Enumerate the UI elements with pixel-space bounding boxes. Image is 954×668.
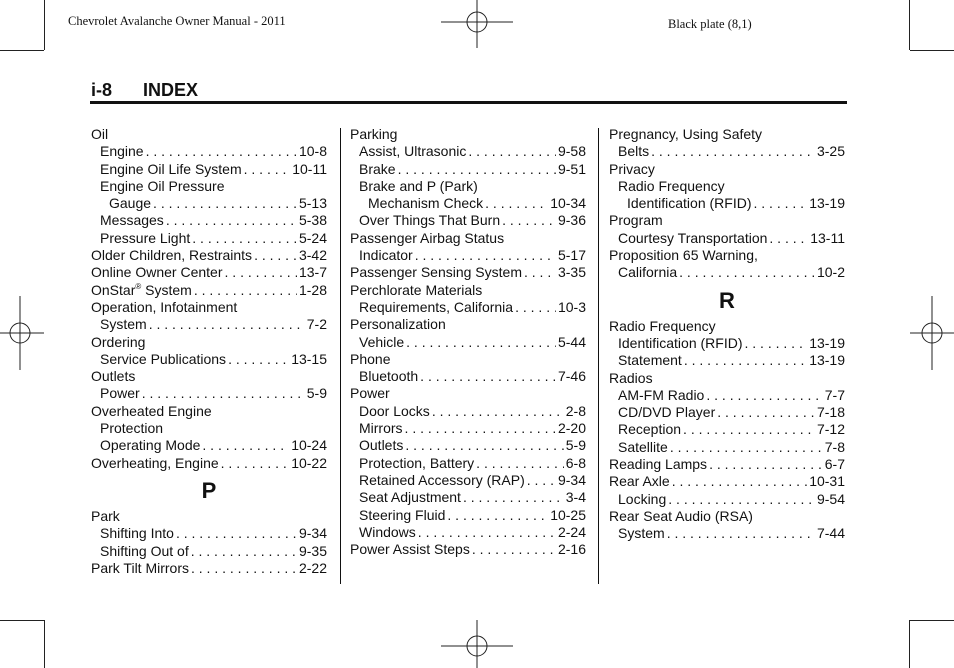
page-reference: 5-44 bbox=[557, 333, 586, 350]
index-heading bbox=[609, 370, 845, 387]
index-term: Pregnancy, Using Safety bbox=[609, 126, 763, 142]
index-term bbox=[91, 282, 192, 299]
crop-mark bbox=[0, 620, 44, 621]
page-reference: 9-34 bbox=[557, 471, 586, 488]
index-entry bbox=[609, 195, 845, 212]
page-reference: 1-28 bbox=[298, 281, 327, 298]
index-term: Vehicle bbox=[359, 333, 405, 350]
dot-leader bbox=[476, 455, 564, 472]
index-term: Power bbox=[100, 385, 140, 402]
index-term: Protection, Battery bbox=[359, 454, 475, 471]
crop-mark bbox=[910, 620, 954, 621]
index-heading bbox=[91, 368, 327, 385]
dot-leader bbox=[406, 334, 556, 351]
index-term: Radios bbox=[609, 369, 653, 386]
index-entry bbox=[91, 455, 327, 472]
index-entry bbox=[350, 420, 586, 437]
dot-leader bbox=[447, 507, 548, 524]
index-term: Operation, Infotainment bbox=[91, 298, 238, 315]
index-term: Engine Oil Pressure bbox=[100, 177, 225, 194]
dot-leader bbox=[672, 473, 807, 490]
dot-leader bbox=[668, 491, 815, 508]
index-entry bbox=[350, 195, 586, 212]
dot-leader bbox=[149, 316, 305, 333]
index-term: Statement bbox=[618, 352, 682, 369]
index-term: Passenger Airbag Status bbox=[350, 229, 505, 246]
dot-leader bbox=[420, 368, 556, 385]
page-reference: 3-42 bbox=[298, 247, 327, 264]
dot-leader bbox=[191, 560, 297, 577]
index-heading bbox=[609, 126, 845, 143]
dot-leader bbox=[202, 437, 289, 454]
dot-leader bbox=[153, 195, 297, 212]
page-reference: 6-7 bbox=[824, 456, 845, 473]
index-heading bbox=[609, 508, 845, 525]
index-term: Rear Seat Audio (RSA) bbox=[609, 507, 753, 524]
page-reference: 5-24 bbox=[298, 229, 327, 246]
index-entry bbox=[91, 212, 327, 229]
dot-leader bbox=[463, 489, 564, 506]
page-reference: 7-18 bbox=[816, 404, 845, 421]
index-heading bbox=[609, 161, 845, 178]
index-heading bbox=[91, 403, 327, 420]
index-entry bbox=[91, 230, 327, 247]
index-term: Identification (RFID) bbox=[627, 195, 752, 212]
page-reference: 10-31 bbox=[809, 473, 845, 490]
dot-leader bbox=[683, 421, 815, 438]
index-entry bbox=[91, 161, 327, 178]
index-entry bbox=[350, 403, 586, 420]
index-term: Brake bbox=[359, 160, 396, 177]
index-entry bbox=[91, 282, 327, 299]
page-reference: 7-8 bbox=[824, 438, 845, 455]
page-reference: 2-22 bbox=[298, 559, 327, 576]
index-term: System bbox=[618, 525, 665, 542]
index-entry bbox=[91, 437, 327, 454]
dot-leader bbox=[221, 455, 290, 472]
dot-leader bbox=[191, 543, 297, 560]
index-heading bbox=[350, 316, 586, 333]
index-term: Retained Accessory (RAP) bbox=[359, 471, 525, 488]
index-term: Outlets bbox=[359, 437, 404, 454]
dot-leader bbox=[670, 439, 823, 456]
index-term: Reading Lamps bbox=[609, 456, 708, 473]
page-reference: 13-19 bbox=[809, 352, 845, 369]
index-term: Locking bbox=[618, 490, 667, 507]
index-heading bbox=[609, 212, 845, 229]
dot-leader bbox=[228, 351, 289, 368]
dot-leader bbox=[432, 403, 564, 420]
index-term: Power Assist Steps bbox=[350, 541, 470, 558]
dot-leader bbox=[524, 264, 556, 281]
registration-mark-top bbox=[441, 0, 513, 48]
index-entry bbox=[350, 212, 586, 229]
index-heading bbox=[609, 318, 845, 335]
dot-leader bbox=[468, 143, 556, 160]
index-entry bbox=[350, 368, 586, 385]
index-entry bbox=[609, 491, 845, 508]
page-reference: 9-35 bbox=[298, 542, 327, 559]
index-term: Pressure Light bbox=[100, 229, 191, 246]
index-term: Courtesy Transportation bbox=[618, 229, 768, 246]
index-heading bbox=[609, 247, 845, 264]
page-reference: 9-34 bbox=[298, 525, 327, 542]
index-term: Belts bbox=[618, 143, 650, 160]
index-term: Assist, Ultrasonic bbox=[359, 143, 467, 160]
page-reference: 7-2 bbox=[306, 316, 327, 333]
dot-leader bbox=[706, 387, 822, 404]
dot-leader bbox=[254, 247, 297, 264]
page-reference: 13-11 bbox=[810, 229, 845, 246]
index-term: Steering Fluid bbox=[359, 506, 446, 523]
dot-leader bbox=[527, 472, 556, 489]
index-term: Radio Frequency bbox=[609, 317, 716, 334]
page-reference: 9-58 bbox=[557, 143, 586, 160]
index-entry bbox=[91, 543, 327, 560]
crop-mark bbox=[909, 620, 910, 668]
page-reference: 5-13 bbox=[298, 195, 327, 212]
index-entry bbox=[350, 161, 586, 178]
page-reference: 10-3 bbox=[557, 298, 586, 315]
index-entry bbox=[91, 560, 327, 577]
dot-leader bbox=[194, 282, 297, 299]
index-term: Indicator bbox=[359, 247, 413, 264]
index-term-text: OnStar bbox=[91, 281, 136, 298]
page-reference: 9-54 bbox=[816, 490, 845, 507]
crop-mark bbox=[44, 0, 45, 50]
index-entry bbox=[609, 230, 845, 247]
page-reference: 7-12 bbox=[816, 421, 845, 438]
index-entry bbox=[350, 299, 586, 316]
dot-leader bbox=[418, 524, 556, 541]
dot-leader bbox=[769, 230, 808, 247]
index-entry bbox=[91, 316, 327, 333]
dot-leader bbox=[405, 420, 556, 437]
index-term: Passenger Sensing System bbox=[350, 264, 522, 281]
index-heading bbox=[350, 178, 586, 195]
index-entry bbox=[609, 387, 845, 404]
page-reference: 10-2 bbox=[816, 264, 845, 281]
index-term: Engine Oil Life System bbox=[100, 160, 242, 177]
index-term: Personalization bbox=[350, 316, 446, 333]
index-section-letter: P bbox=[201, 477, 217, 503]
page-reference: 6-8 bbox=[565, 454, 586, 471]
page-reference: 5-38 bbox=[298, 212, 327, 229]
page-reference: 13-15 bbox=[291, 350, 327, 367]
index-term: Older Children, Restraints bbox=[91, 247, 253, 264]
page-reference: 5-9 bbox=[306, 385, 327, 402]
dot-leader bbox=[405, 437, 563, 454]
index-term: Door Locks bbox=[359, 402, 430, 419]
page-reference: 13-7 bbox=[298, 264, 327, 281]
index-entry bbox=[609, 456, 845, 473]
page-reference: 3-35 bbox=[557, 264, 586, 281]
index-entry bbox=[350, 489, 586, 506]
index-entry bbox=[609, 404, 845, 421]
index-term: Overheating, Engine bbox=[91, 454, 219, 471]
dot-leader bbox=[651, 143, 815, 160]
index-entry bbox=[350, 143, 586, 160]
dot-leader bbox=[717, 404, 815, 421]
page-reference: 5-17 bbox=[557, 247, 586, 264]
page-reference: 7-7 bbox=[824, 386, 845, 403]
index-term: Reception bbox=[618, 421, 682, 438]
dot-leader bbox=[679, 264, 815, 281]
index-entry bbox=[350, 455, 586, 472]
index-entry bbox=[91, 195, 327, 212]
crop-mark bbox=[909, 0, 910, 50]
index-column-2 bbox=[350, 126, 586, 558]
dot-leader bbox=[502, 212, 556, 229]
crop-mark bbox=[44, 620, 45, 668]
registered-mark: ® bbox=[135, 281, 142, 291]
index-term: Proposition 65 Warning, bbox=[609, 247, 758, 264]
index-entry bbox=[350, 507, 586, 524]
index-heading bbox=[350, 230, 586, 247]
page-number: i-8 bbox=[91, 80, 113, 100]
index-term: Radio Frequency bbox=[618, 177, 725, 194]
index-term: Program bbox=[609, 212, 663, 229]
index-entry bbox=[91, 385, 327, 402]
page-reference: 13-19 bbox=[809, 195, 845, 212]
dot-leader bbox=[192, 230, 297, 247]
index-entry bbox=[91, 264, 327, 281]
dot-leader bbox=[244, 161, 291, 178]
index-heading bbox=[91, 420, 327, 437]
index-term: Operating Mode bbox=[100, 437, 201, 454]
header-rule bbox=[90, 101, 847, 104]
index-term: Gauge bbox=[109, 195, 152, 212]
index-term: Phone bbox=[350, 350, 391, 367]
index-term: Oil bbox=[91, 126, 109, 142]
index-term: Mirrors bbox=[359, 420, 403, 437]
index-term: Brake and P (Park) bbox=[359, 177, 478, 194]
page-reference: 2-16 bbox=[557, 541, 586, 558]
index-column-3 bbox=[609, 126, 845, 543]
page-reference: 7-46 bbox=[557, 368, 586, 385]
index-term: Privacy bbox=[609, 160, 655, 177]
page-reference: 2-8 bbox=[565, 402, 586, 419]
index-term: Online Owner Center bbox=[91, 264, 223, 281]
index-term: Windows bbox=[359, 523, 416, 540]
index-term: System bbox=[100, 316, 147, 333]
index-column-1 bbox=[91, 126, 327, 577]
index-heading bbox=[350, 126, 586, 143]
index-term: Seat Adjustment bbox=[359, 489, 461, 506]
index-heading bbox=[91, 126, 327, 143]
index-term-text: System bbox=[141, 281, 192, 298]
dot-leader bbox=[398, 161, 556, 178]
registration-mark-left bbox=[0, 296, 44, 370]
page-reference: 7-44 bbox=[816, 525, 845, 542]
dot-leader bbox=[142, 385, 305, 402]
crop-mark bbox=[910, 50, 954, 51]
index-term: Shifting Into bbox=[100, 525, 174, 542]
crop-mark bbox=[0, 50, 44, 51]
column-divider bbox=[598, 128, 599, 584]
page-reference: 5-9 bbox=[565, 437, 586, 454]
dot-leader bbox=[709, 456, 823, 473]
dot-leader bbox=[744, 335, 807, 352]
column-divider bbox=[340, 128, 341, 584]
index-entry bbox=[350, 247, 586, 264]
index-entry bbox=[609, 143, 845, 160]
dot-leader bbox=[415, 247, 556, 264]
index-term: Requirements, California bbox=[359, 298, 514, 315]
index-entry bbox=[609, 473, 845, 490]
page-reference: 10-34 bbox=[550, 195, 586, 212]
index-term: Parking bbox=[350, 126, 398, 142]
page-reference: 10-11 bbox=[292, 160, 327, 177]
index-term: Satellite bbox=[618, 438, 668, 455]
index-term: Rear Axle bbox=[609, 473, 670, 490]
index-heading bbox=[350, 351, 586, 368]
index-term: Park bbox=[91, 507, 120, 524]
index-term: AM-FM Radio bbox=[618, 386, 705, 403]
dot-leader bbox=[472, 541, 556, 558]
index-section-letter: R bbox=[719, 287, 735, 313]
index-term: Perchlorate Materials bbox=[350, 281, 483, 298]
plate-label: Black plate (8,1) bbox=[668, 17, 752, 31]
dot-leader bbox=[146, 143, 297, 160]
index-entry bbox=[609, 352, 845, 369]
index-entry bbox=[91, 247, 327, 264]
index-entry bbox=[350, 472, 586, 489]
index-heading bbox=[91, 178, 327, 195]
index-term: Messages bbox=[100, 212, 164, 229]
index-term: Over Things That Burn bbox=[359, 212, 501, 229]
index-term: Power bbox=[350, 385, 390, 402]
index-entry bbox=[350, 334, 586, 351]
index-entry bbox=[91, 351, 327, 368]
page-reference: 10-22 bbox=[291, 454, 327, 471]
page-reference: 10-25 bbox=[550, 506, 586, 523]
page-reference: 2-24 bbox=[557, 523, 586, 540]
dot-leader bbox=[485, 195, 548, 212]
dot-leader bbox=[176, 525, 297, 542]
index-entry bbox=[609, 525, 845, 542]
registration-mark-bottom bbox=[441, 620, 513, 668]
index-term: Ordering bbox=[91, 333, 146, 350]
index-term: Protection bbox=[100, 420, 164, 437]
index-entry bbox=[350, 437, 586, 454]
page-reference: 3-25 bbox=[816, 143, 845, 160]
index-entry bbox=[350, 264, 586, 281]
index-term: Overheated Engine bbox=[91, 402, 212, 419]
dot-leader bbox=[515, 299, 556, 316]
page-reference: 13-19 bbox=[809, 334, 845, 351]
index-term: Engine bbox=[100, 143, 144, 160]
index-term: California bbox=[618, 264, 678, 281]
index-entry bbox=[350, 541, 586, 558]
index-heading bbox=[91, 334, 327, 351]
index-term: Service Publications bbox=[100, 350, 227, 367]
page-title: INDEX bbox=[143, 80, 199, 100]
index-entry bbox=[91, 525, 327, 542]
dot-leader bbox=[667, 525, 815, 542]
index-term: Park Tilt Mirrors bbox=[91, 559, 189, 576]
index-heading bbox=[91, 508, 327, 525]
index-entry bbox=[609, 264, 845, 281]
page-reference: 3-4 bbox=[565, 489, 586, 506]
index-heading bbox=[91, 299, 327, 316]
page-reference: 10-8 bbox=[298, 143, 327, 160]
dot-leader bbox=[166, 212, 297, 229]
dot-leader bbox=[225, 264, 297, 281]
index-term: CD/DVD Player bbox=[618, 404, 716, 421]
page-reference: 9-51 bbox=[557, 160, 586, 177]
dot-leader bbox=[753, 195, 807, 212]
index-heading bbox=[350, 385, 586, 402]
page-reference: 2-20 bbox=[557, 420, 586, 437]
index-term: Shifting Out of bbox=[100, 542, 189, 559]
page-reference: 10-24 bbox=[291, 437, 327, 454]
index-heading bbox=[609, 178, 845, 195]
index-term: Identification (RFID) bbox=[618, 334, 743, 351]
manual-title: Chevrolet Avalanche Owner Manual - 2011 bbox=[68, 14, 286, 28]
page-reference: 9-36 bbox=[557, 212, 586, 229]
index-entry bbox=[91, 143, 327, 160]
index-term: Mechanism Check bbox=[368, 195, 484, 212]
index-entry bbox=[350, 524, 586, 541]
index-entry bbox=[609, 335, 845, 352]
index-term: Bluetooth bbox=[359, 368, 419, 385]
index-entry bbox=[609, 439, 845, 456]
index-entry bbox=[609, 421, 845, 438]
index-heading bbox=[350, 282, 586, 299]
index-term: Outlets bbox=[91, 368, 136, 385]
registration-mark-right bbox=[910, 296, 954, 370]
dot-leader bbox=[684, 352, 807, 369]
